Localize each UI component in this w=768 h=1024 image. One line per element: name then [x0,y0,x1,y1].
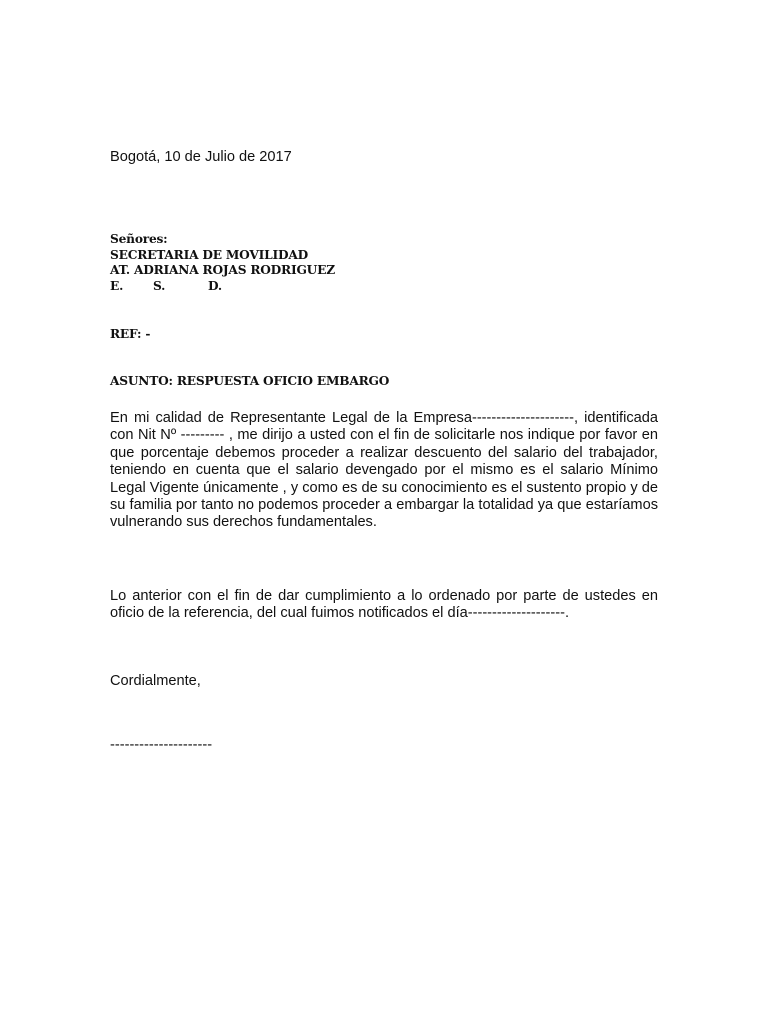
esd-e: E. [110,278,124,293]
attention-line: AT. ADRIANA ROJAS RODRIGUEZ [110,263,335,278]
signature-line: --------------------- [110,737,213,753]
subject-line: ASUNTO: RESPUESTA OFICIO EMBARGO [110,374,390,388]
recipient-organization: SECRETARIA DE MOVILIDAD [110,247,309,262]
body-paragraph-1: En mi calidad de Representante Legal de la Empresa---------------------, identificada con Nit Nº --------- , me dirijo a usted con el fin de solicitarle nos indique por favor en que porcentaje debemos proceder a realizar descuento del salario del trabajador, teniendo en cuenta que el salario devengado por el mismo es el salario Mínimo Legal Vigente únicamente , y como es de su conocimiento es el sustento propio y de su familia por tanto no podemos proceder a embargar la totalidad ya que estaríamos vulnerando sus derechos fundamentales. [110,410,658,531]
esd-line [110,279,335,295]
salutation: Señores: [110,232,168,246]
addressee-block [110,232,335,294]
date-line: Bogotá, 10 de Julio de 2017 [110,149,292,165]
closing: Cordialmente, [110,673,201,689]
esd-d: D. [208,278,222,293]
reference-line: REF: - [110,327,151,341]
body-paragraph-2: Lo anterior con el fin de dar cumplimiento a lo ordenado por parte de ustedes en oficio de la referencia, del cual fuimos notificados el día--------------------. [110,588,658,622]
esd-s: S. [153,278,166,293]
